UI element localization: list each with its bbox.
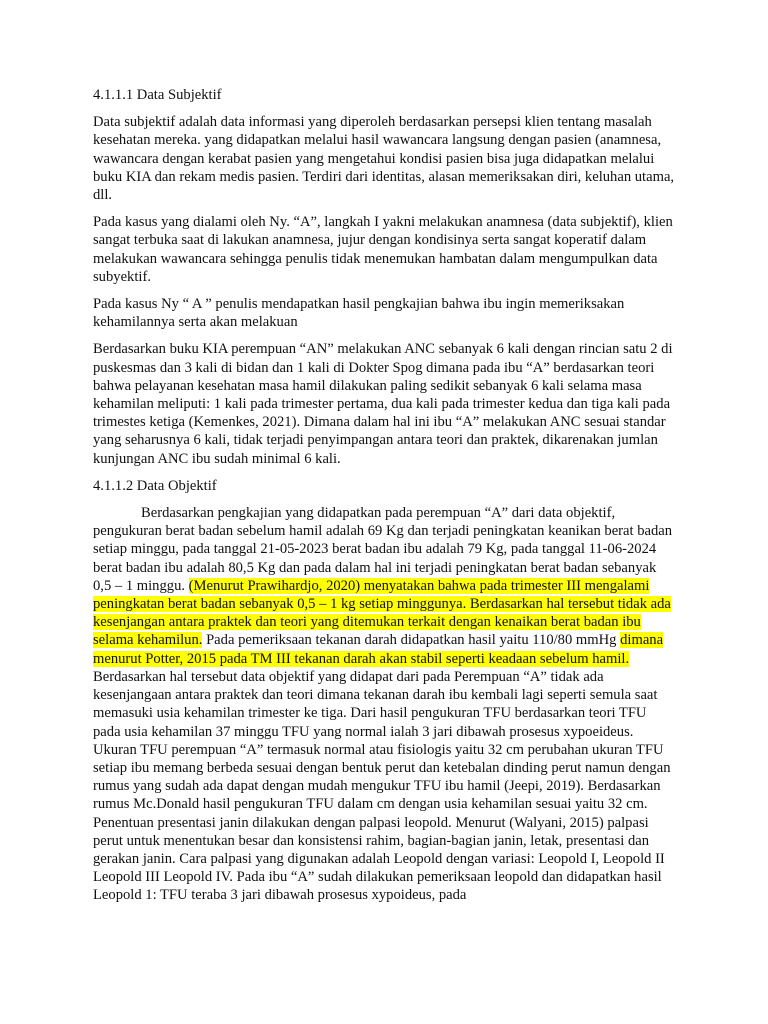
paragraph-definition: Data subjektif adalah data informasi yang diperoleh berdasarkan persepsi klien tentang masalah kesehatan mereka. yang didapatkan melalui hasil wawancara langsung dengan pasien (anamnesa, wawancara dengan kerabat pasien yang mengetahui kondisi pasien bisa juga didapatkan melalui buku KIA dan rekam medis pasien. Terdiri dari identitas, alasan memeriksakan diri, keluhan utama, dll. xyxy=(93,114,675,204)
document-page xyxy=(93,86,677,914)
section-heading-data-objektif: 4.1.1.2 Data Objektif xyxy=(93,477,217,494)
paragraph-anc-visits: Berdasarkan buku KIA perempuan “AN” melakukan ANC sebanyak 6 kali dengan rincian satu 2 di puskesmas dan 3 kali di bidan dan 1 kali di Dokter Spog dimana pada ibu “A” berdasarkan teori bahwa pelayanan kesehatan masa hamil dilakukan paling sedikit sebanyak 6 kali selama masa kehamilan meliputi: 1 kali pada trimester pertama, dua kali pada trimester kedua dan tiga kali pada trimestes ketiga (Kemenkes, 2021). Dimana dalam hal ini ibu “A” melakukan ANC sesuai standar yang seharusnya 6 kali, tidak terjadi penyimpangan antara teori dan praktek, dikarenakan jumlan kunjungan ANC ibu sudah minimal 6 kali. xyxy=(93,341,673,467)
text-segment: Pada pemeriksaan tekanan darah didapatkan hasil yaitu 110/80 mmHg xyxy=(202,632,621,649)
paragraph-case-result: Pada kasus Ny “ A ” penulis mendapatkan hasil pengkajian bahwa ibu ingin memeriksakan kehamilannya serta akan melakuan xyxy=(93,296,625,331)
text-segment: Berdasarkan pengkajian yang didapatkan pada perempuan “A” dari data objektif, pengukuran berat badan sebelum hamil adalah 69 Kg dan terjadi peningkatan keanikan berat badan setiap minggu, pada tanggal 21-05-2023 berat badan ibu adalah 79 Kg, pada tanggal 11-06-2024 berat badan ibu adalah 80,5 Kg dan pada dalam hal ini terjadi peningkatan berat badan sebanyak 0,5 – 1 minggu. xyxy=(93,505,673,594)
section-heading-data-subjektif: 4.1.1.1 Data Subjektif xyxy=(93,87,222,103)
highlighted-text-blood-pressure: dimana menurut Potter, 2015 pada TM III tekanan darah akan stabil seperti keadaan sebelum hamil. xyxy=(93,632,664,667)
paragraph-objective-data xyxy=(93,504,677,904)
paragraph-anamnesa: Pada kasus yang dialami oleh Ny. “A”, langkah I yakni melakukan anamnesa (data subjektif), klien sangat terbuka saat di lakukan anamnesa, jujur dengan kondisinya serta sangat koperatif dalam melakukan wawancara sehingga penulis tidak menemukan hambatan dalam mengumpulkan data subyektif. xyxy=(93,214,673,285)
highlighted-text-weight-gain: (Menurut Prawihardjo, 2020) menyatakan bahwa pada trimester III mengalami peningkatan berat badan sebanyak 0,5 – 1 kg setiap minggunya. Berdasarkan hal tersebut tidak ada kesenjangan antara praktek dan teori yang ditemukan terkait dengan kenaikan berat badan ibu selama kehamilun. xyxy=(93,577,671,649)
text-segment: Berdasarkan hal tersebut data objektif yang didapat dari pada Perempuan “A” tidak ada kesenjangaan antara praktek dan teori dimana tekanan darah ibu kembali lagi seperti semula saat memasuki usia kehamilan trimester ke tiga. Dari hasil pengukuran TFU berdasarkan teori TFU pada usia kehamilan 37 minggu TFU yang normal ialah 3 jari dibawah prosesus xypoeideus. Ukuran TFU perempuan “A” termasuk normal atau fisiologis yaitu 32 cm perubahan ukuran TFU setiap ibu memang berbeda sesuai dengan bentuk perut dan ketebalan dinding perut namun dengan rumus yang sudah ada dapat dengan mudah mengukur TFU ibu hamil (Jeepi, 2019). Berdasarkan rumus Mc.Donald hasil pengukuran TFU dalam cm dengan usia kehamilan sesuai yaitu 32 cm. Penentuan presentasi janin dilakukan dengan palpasi leopold. Menurut (Walyani, 2015) palpasi perut untuk menentukan besar dan konsistensi rahim, bagian-bagian janin, letak, presentasi dan gerakan janin. Cara palpasi yang digunakan adalah Leopold dengan variasi: Leopold I, Leopold II Leopold III Leopold IV. Pada ibu “A” sudah dilakukan pemeriksaan leopold dan didapatkan hasil Leopold 1: TFU teraba 3 jari dibawah prosesus xypoideus, pada xyxy=(93,668,671,904)
